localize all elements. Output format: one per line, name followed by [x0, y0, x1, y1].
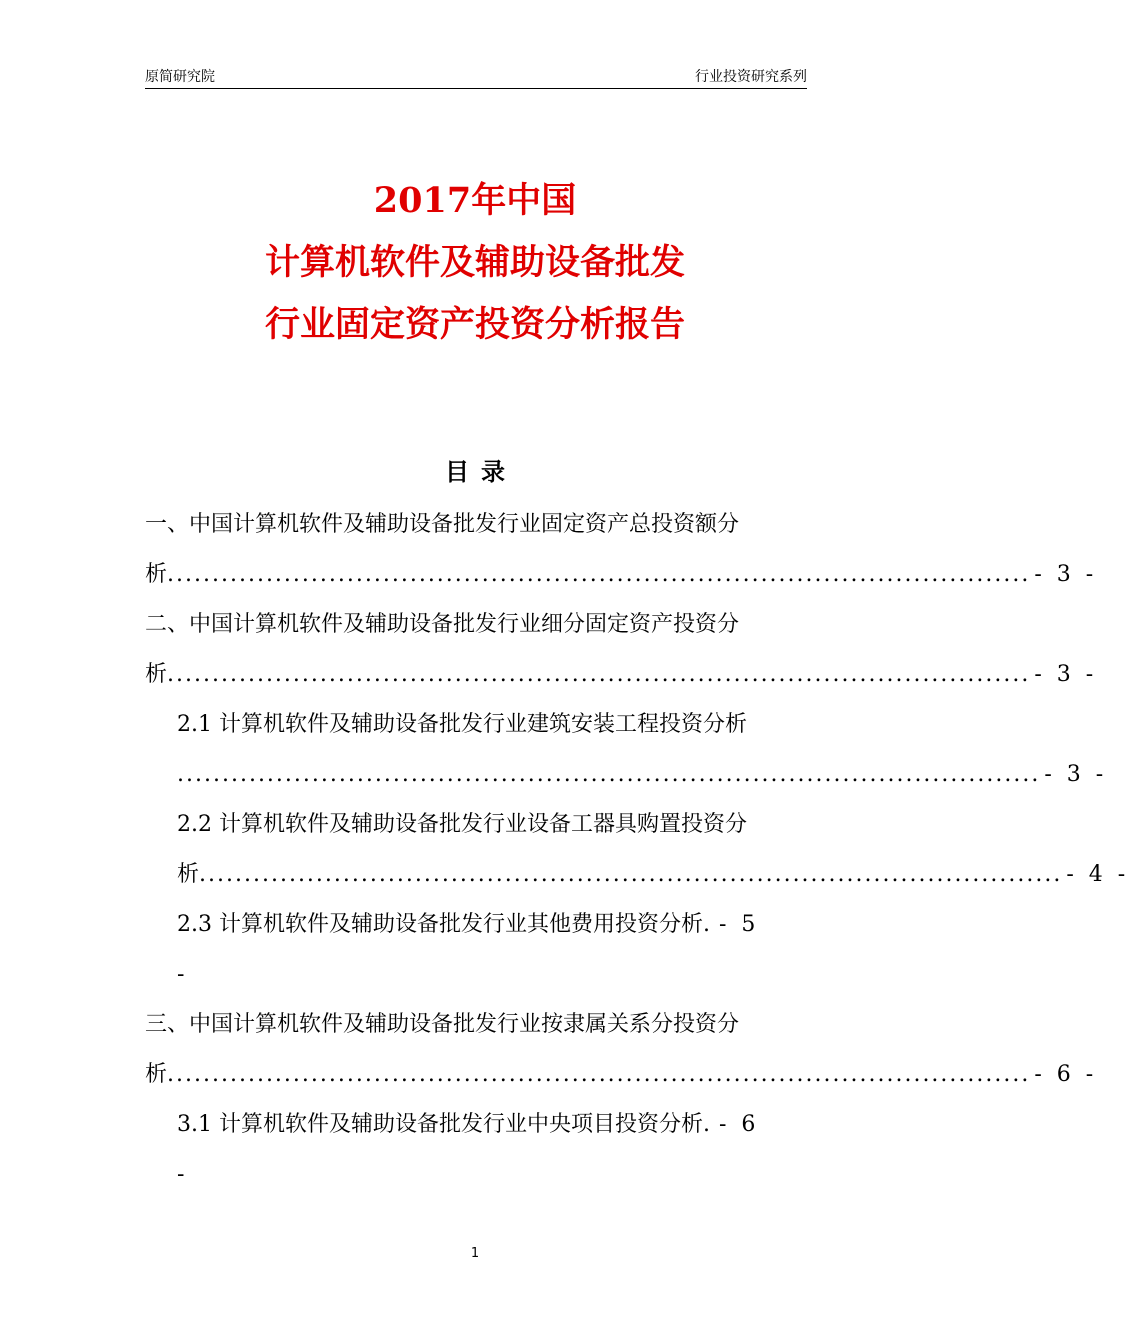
toc-page-number: - 3 -: [1034, 662, 1098, 687]
toc-entry-text: 2.3 计算机软件及辅助设备批发行业其他费用投资分析.: [177, 912, 710, 937]
toc-page-number-wrap: -: [177, 962, 185, 987]
header-series-name: 行业投资研究系列: [695, 69, 807, 85]
toc-entry-text: 3.1 计算机软件及辅助设备批发行业中央项目投资分析.: [177, 1112, 710, 1137]
title-line-3: 行业固定资产投资分析报告: [264, 304, 685, 345]
toc-entry-1-leader[interactable]: [145, 550, 1098, 600]
dot-leader: ................................................................................................: [167, 662, 1031, 687]
dot-leader: ................................................................................................: [177, 762, 1041, 787]
dot-leader: ................................................................................................: [167, 562, 1031, 587]
toc-entry-text: 析: [177, 862, 200, 887]
toc-page-number: - 3 -: [1044, 762, 1108, 787]
toc-entry-1-text[interactable]: 一、中国计算机软件及辅助设备批发行业固定资产总投资额分: [145, 512, 740, 537]
header-org-name: 原简研究院: [145, 69, 215, 85]
toc-heading: 目录: [445, 457, 517, 486]
toc-entry-2-text[interactable]: 二、中国计算机软件及辅助设备批发行业细分固定资产投资分: [145, 612, 740, 637]
toc-entry-2-2-text[interactable]: 2.2 计算机软件及辅助设备批发行业设备工器具购置投资分: [177, 812, 747, 837]
toc-entry-2-3-wrap: [145, 950, 810, 1000]
toc-entry-2-3-text[interactable]: [145, 900, 810, 950]
footer-page-number: 1: [470, 1246, 480, 1261]
toc-page-number-wrap: -: [177, 1162, 185, 1187]
table-of-contents: [145, 500, 1129, 1200]
title-line-2: 计算机软件及辅助设备批发: [264, 242, 685, 283]
toc-page-number: - 5: [718, 912, 760, 937]
toc-entry-2-1-leader[interactable]: [145, 750, 1108, 800]
toc-entry-text: 析: [145, 662, 168, 687]
toc-page-number: - 4 -: [1066, 862, 1129, 887]
toc-entry-text: 析: [145, 1062, 168, 1087]
toc-entry-3-1-wrap: [145, 1150, 810, 1200]
toc-entry-2-1-text[interactable]: 2.1 计算机软件及辅助设备批发行业建筑安装工程投资分析: [177, 712, 747, 737]
toc-page-number: - 3 -: [1034, 562, 1098, 587]
toc-entry-3-leader[interactable]: [145, 1050, 1098, 1100]
toc-entry-2-leader[interactable]: [145, 650, 1098, 700]
page-header: [145, 68, 807, 89]
toc-entry-text: 析: [145, 562, 168, 587]
toc-page-number: - 6 -: [1034, 1062, 1098, 1087]
toc-entry-3-text[interactable]: 三、中国计算机软件及辅助设备批发行业按隶属关系分投资分: [145, 1012, 740, 1037]
toc-entry-2-2-leader[interactable]: [145, 850, 1129, 900]
report-title: [0, 170, 950, 356]
toc-entry-3-1-text[interactable]: [145, 1100, 810, 1150]
dot-leader: ................................................................................................: [199, 862, 1063, 887]
dot-leader: ................................................................................................: [167, 1062, 1031, 1087]
toc-page-number: - 6: [718, 1112, 760, 1137]
title-line-1: 2017年中国: [373, 180, 577, 221]
